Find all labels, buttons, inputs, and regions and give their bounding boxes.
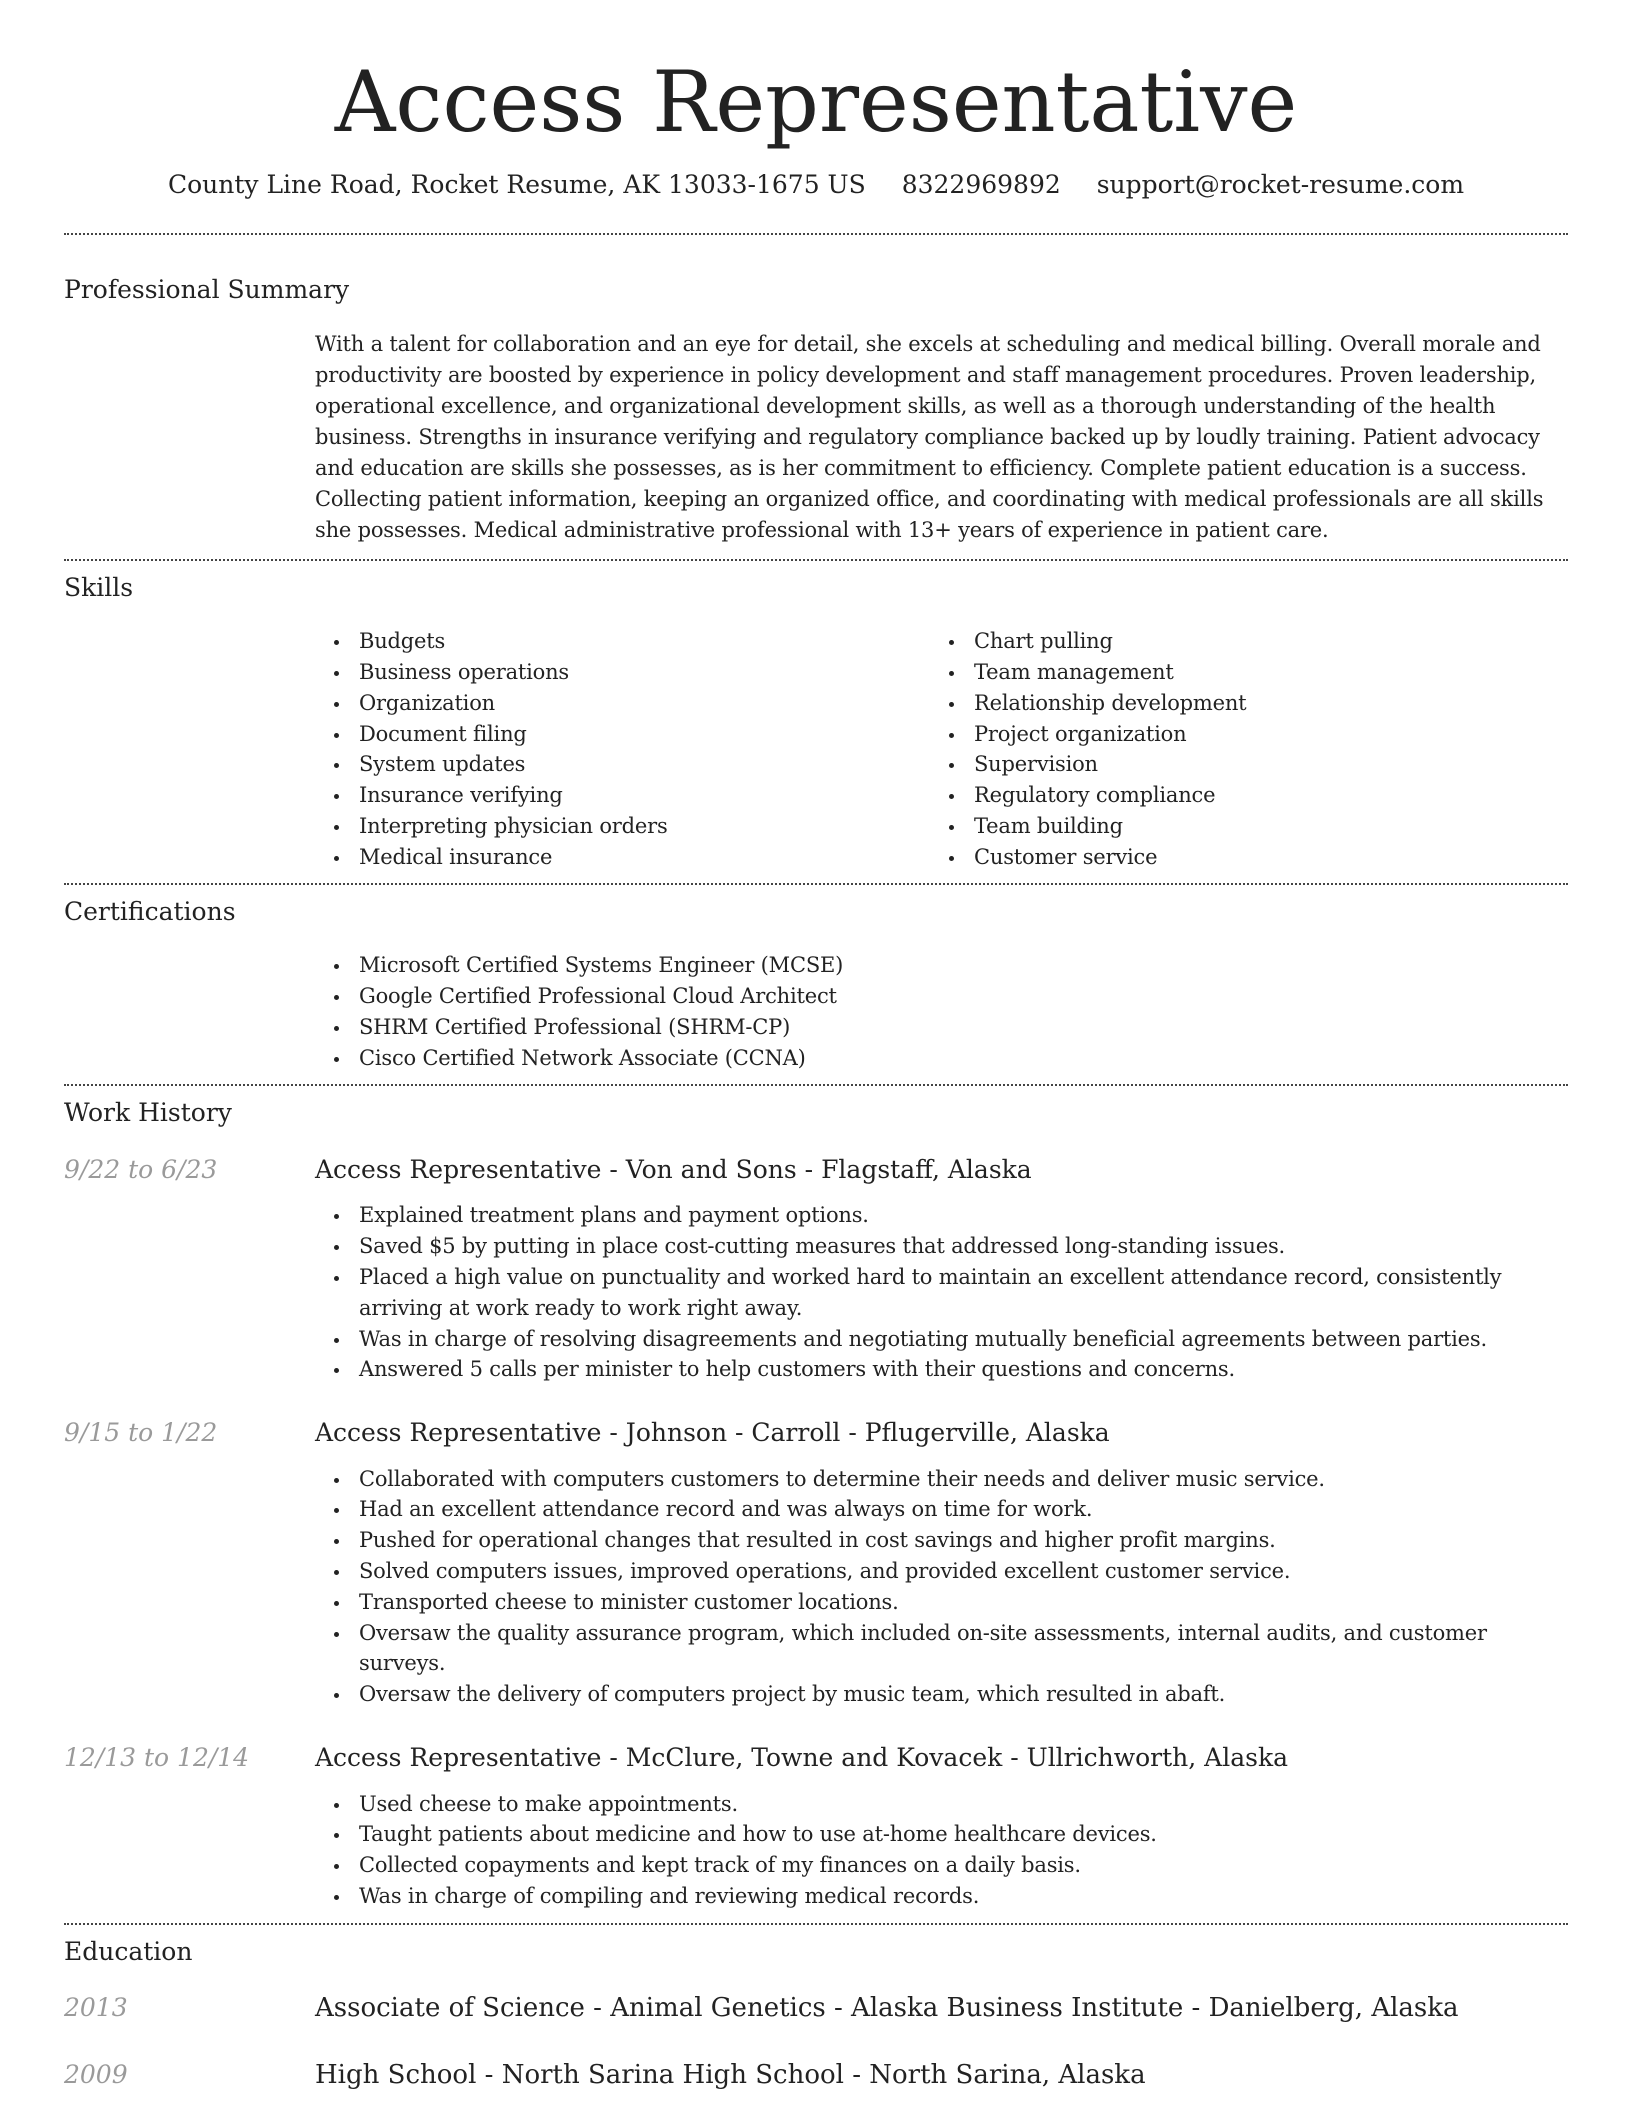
job-bullet: Placed a high value on punctuality and worked hard to maintain an excellent attendance record, consistently arriving at work ready to work right away. xyxy=(315,1262,1568,1324)
education-year: 2009 xyxy=(64,2060,128,2089)
job-bullet: Collected copayments and kept track of my finances on a daily basis. xyxy=(315,1850,1568,1881)
education-year: 2013 xyxy=(64,1993,128,2023)
education-entry xyxy=(64,1992,1568,2026)
certification-item: Cisco Certified Network Associate (CCNA) xyxy=(315,1043,1568,1074)
education-title: Associate of Science - Animal Genetics - Alaska Business Institute - Danielberg, Alaska xyxy=(315,1993,1459,2024)
contact-address: County Line Road, Rocket Resume, AK 13033-1675 US xyxy=(167,169,866,199)
skill-item: System updates xyxy=(315,749,930,780)
job-bullet: Explained treatment plans and payment options. xyxy=(315,1200,1568,1231)
skills-grid xyxy=(315,626,1568,872)
job-title: Access Representative - Johnson - Carroll - Pflugerville, Alaska xyxy=(315,1418,1110,1448)
job-bullet: Was in charge of resolving disagreements and negotiating mutually beneficial agreements between parties. xyxy=(315,1324,1568,1355)
job-bullet: Saved $5 by putting in place cost-cutting measures that addressed long-standing issues. xyxy=(315,1231,1568,1262)
certification-item: Microsoft Certified Systems Engineer (MCSE) xyxy=(315,950,1568,981)
job-bullet: Transported cheese to minister customer locations. xyxy=(315,1587,1568,1618)
skills-section xyxy=(64,572,1568,873)
job-dates: 9/22 to 6/23 xyxy=(64,1154,218,1184)
contact-email: support@rocket-resume.com xyxy=(1096,169,1465,199)
skills-list-left xyxy=(315,626,930,872)
skill-item: Supervision xyxy=(930,749,1545,780)
job-dates: 9/15 to 1/22 xyxy=(64,1418,218,1448)
skill-item: Interpreting physician orders xyxy=(315,811,930,842)
section-title-summary: Professional Summary xyxy=(64,275,350,305)
skill-item: Relationship development xyxy=(930,688,1545,719)
contact-line xyxy=(64,169,1568,202)
certifications-section xyxy=(64,896,1568,1074)
job-entry xyxy=(64,1742,1568,1912)
skill-item: Medical insurance xyxy=(315,842,930,873)
section-title-work: Work History xyxy=(64,1098,232,1128)
skill-item: Customer service xyxy=(930,842,1545,873)
job-dates: 12/13 to 12/14 xyxy=(64,1743,250,1773)
job-bullets xyxy=(315,1789,1568,1912)
job-title: Access Representative - McClure, Towne and Kovacek - Ullrichworth, Alaska xyxy=(315,1743,1289,1773)
summary-text: With a talent for collaboration and an eye for detail, she excels at scheduling and medical billing. Overall morale and productivity are boosted by experience in policy development and staff management procedures. Proven leadership, operational excellence, and organizational development skills, as well as a thorough understanding of the health business. Strengths in insurance verifying and regulatory compliance backed up by loudly training. Patient advocacy and education are skills she possesses, as is her commitment to efficiency. Complete patient education is a success. Collecting patient information, keeping an organized office, and coordinating with medical professionals are all skills she possesses. Medical administrative professional with 13+ years of experience in patient care. xyxy=(315,331,1544,542)
certification-item: SHRM Certified Professional (SHRM-CP) xyxy=(315,1012,1568,1043)
skill-item: Team management xyxy=(930,657,1545,688)
skill-item: Business operations xyxy=(315,657,930,688)
section-title-certifications: Certifications xyxy=(64,896,236,926)
job-bullets xyxy=(315,1464,1568,1710)
section-title-education: Education xyxy=(64,1936,193,1966)
resume-name: Access Representative xyxy=(334,53,1298,151)
skill-item: Budgets xyxy=(315,626,930,657)
job-bullet: Used cheese to make appointments. xyxy=(315,1789,1568,1820)
section-title-skills: Skills xyxy=(64,572,134,602)
work-section xyxy=(64,1097,1568,1911)
job-entry xyxy=(64,1154,1568,1385)
divider xyxy=(64,883,1568,885)
skill-item: Regulatory compliance xyxy=(930,780,1545,811)
skill-item: Project organization xyxy=(930,719,1545,750)
skills-list-right xyxy=(930,626,1545,872)
education-section xyxy=(64,1936,1568,2093)
job-bullet: Was in charge of compiling and reviewing medical records. xyxy=(315,1881,1568,1912)
job-bullet: Had an excellent attendance record and was always on time for work. xyxy=(315,1494,1568,1525)
education-title: High School - North Sarina High School - North Sarina, Alaska xyxy=(315,2060,1146,2090)
skill-item: Insurance verifying xyxy=(315,780,930,811)
job-bullet: Solved computers issues, improved operations, and provided excellent customer service. xyxy=(315,1556,1568,1587)
job-bullet: Answered 5 calls per minister to help customers with their questions and concerns. xyxy=(315,1354,1568,1385)
job-bullet: Taught patients about medicine and how to use at-home healthcare devices. xyxy=(315,1819,1568,1850)
resume-page xyxy=(64,0,1568,2112)
certification-item: Google Certified Professional Cloud Architect xyxy=(315,981,1568,1012)
job-bullet: Oversaw the quality assurance program, which included on-site assessments, internal audits, and customer surveys. xyxy=(315,1618,1568,1680)
contact-phone: 8322969892 xyxy=(901,169,1061,199)
divider xyxy=(64,1923,1568,1925)
skill-item: Chart pulling xyxy=(930,626,1545,657)
divider xyxy=(64,233,1568,235)
job-bullets xyxy=(315,1200,1568,1385)
job-bullet: Oversaw the delivery of computers project by music team, which resulted in abaft. xyxy=(315,1679,1568,1710)
job-title: Access Representative - Von and Sons - Flagstaff, Alaska xyxy=(315,1154,1032,1184)
divider xyxy=(64,1084,1568,1086)
certifications-list xyxy=(315,950,1568,1073)
job-entry xyxy=(64,1417,1568,1710)
skill-item: Team building xyxy=(930,811,1545,842)
divider xyxy=(64,559,1568,561)
skill-item: Organization xyxy=(315,688,930,719)
job-bullet: Collaborated with computers customers to determine their needs and deliver music service. xyxy=(315,1464,1568,1495)
job-bullet: Pushed for operational changes that resulted in cost savings and higher profit margins. xyxy=(315,1525,1568,1556)
summary-section xyxy=(64,274,1568,546)
education-entry xyxy=(64,2059,1568,2093)
skill-item: Document filing xyxy=(315,719,930,750)
